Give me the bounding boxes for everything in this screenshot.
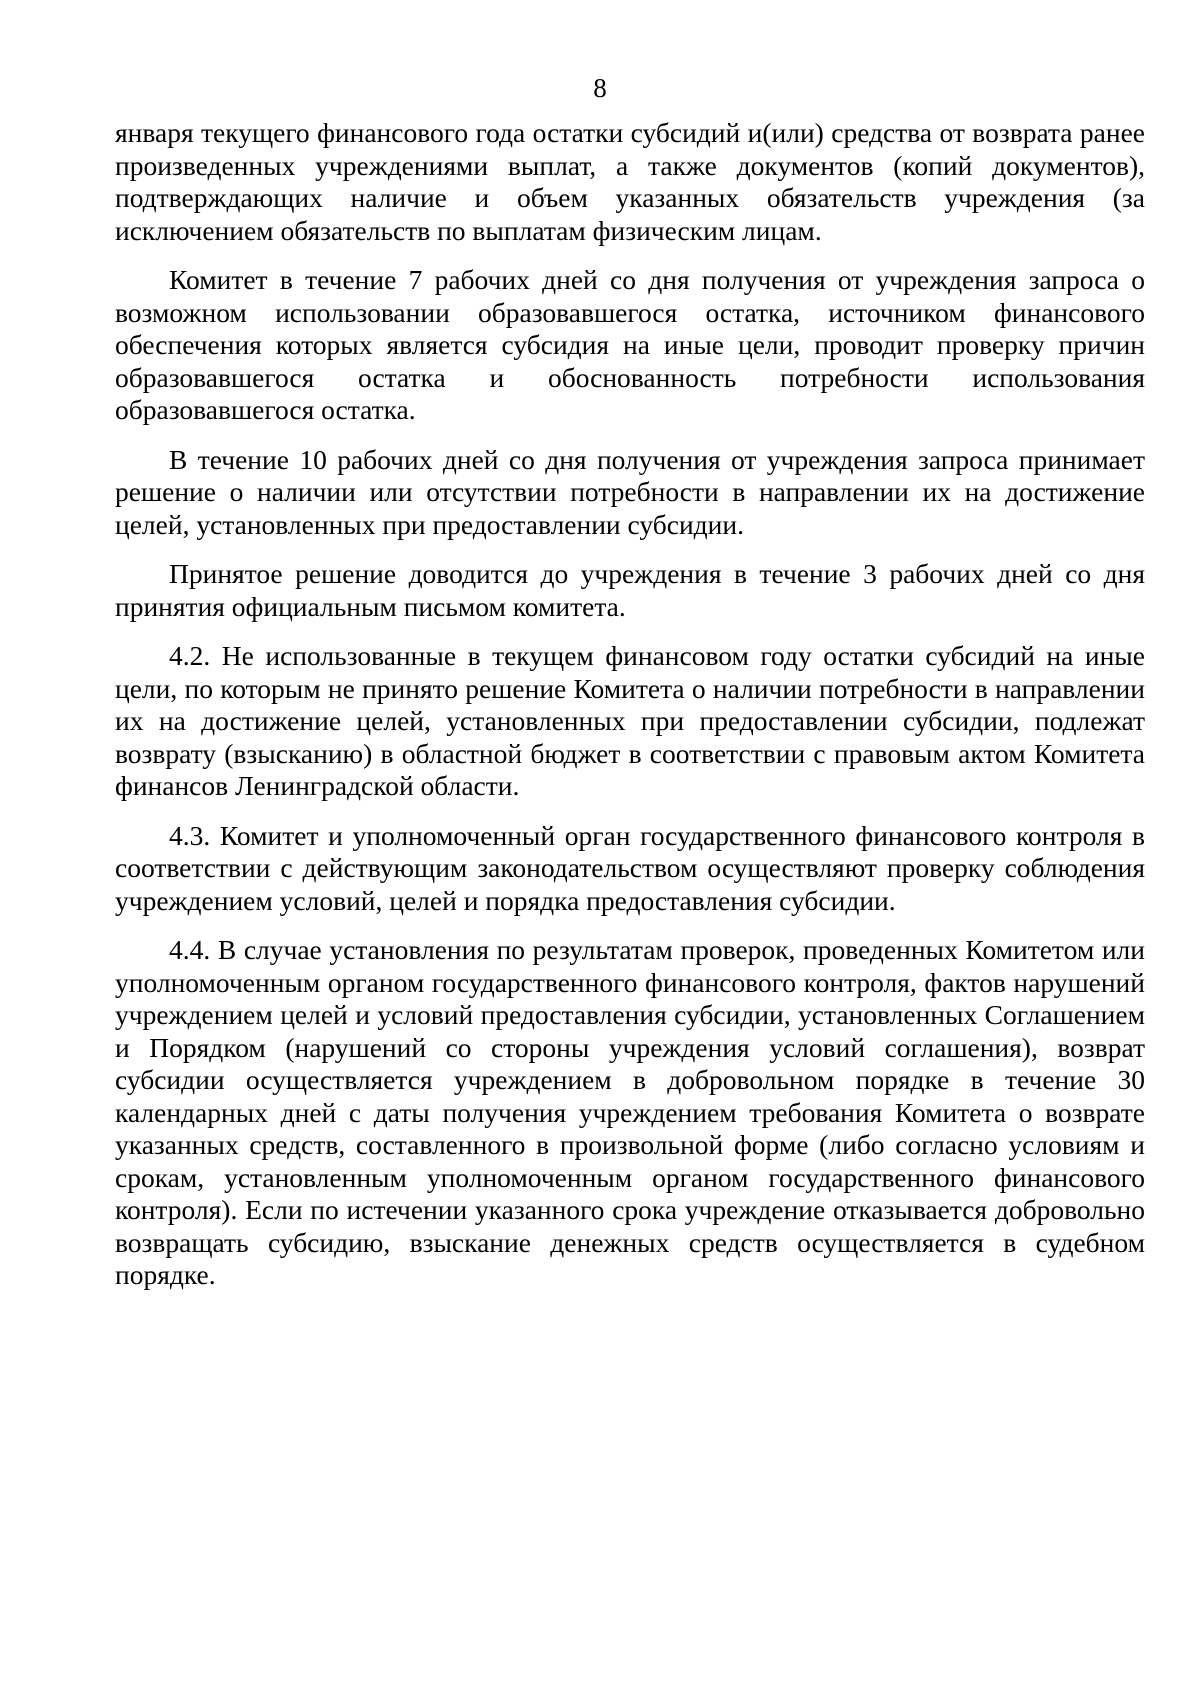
paragraph-section-4-2: 4.2. Не использованные в текущем финансовом году остатки субсидий на иные цели, по которым не принято решение Комитета о наличии потребности в направлении их на достижение целей, установленных при предоставлении субсидии, подлежат возврату (взысканию) в областной бюджет в соответствии с правовым актом Комитета финансов Ленинградской области.: [115, 640, 1145, 801]
paragraph-section-4-3: 4.3. Комитет и уполномоченный орган государственного финансового контроля в соответствии с действующим законодательством осуществляют проверку соблюдения учреждением условий, целей и порядка предоставления субсидии.: [115, 819, 1145, 916]
paragraph-decision-notice: Принятое решение доводится до учреждения в течение 3 рабочих дней со дня принятия официальным письмом комитета.: [115, 558, 1145, 622]
paragraph-decision-timing: В течение 10 рабочих дней со дня получения от учреждения запроса принимает решение о наличии или отсутствии потребности в направлении их на достижение целей, установленных при предоставлении субсидии.: [115, 443, 1145, 540]
page-number: 8: [593, 73, 607, 103]
paragraph-committee-review: Комитет в течение 7 рабочих дней со дня получения от учреждения запроса о возможном использовании образовавшегося остатка, источником финансового обеспечения которых является субсидия на иные цели, проводит проверку причин образовавшегося остатка и обоснованность потребности использования образовавшегося остатка.: [115, 264, 1145, 425]
document-body: [115, 117, 1145, 1309]
paragraph-continuation: января текущего финансового года остатки субсидий и(или) средства от возврата ранее произведенных учреждениями выплат, а также документов (копий документов), подтверждающих наличие и объем указанных обязательств учреждения (за исключением обязательств по выплатам физическим лицам.: [115, 117, 1145, 246]
paragraph-section-4-4: 4.4. В случае установления по результатам проверок, проведенных Комитетом или уполномоченным органом государственного финансового контроля, фактов нарушений учреждением целей и условий предоставления субсидии, установленных Соглашением и Порядком (нарушений со стороны учреждения условий соглашения), возврат субсидии осуществляется учреждением в добровольном порядке в течение 30 календарных дней с даты получения учреждением требования Комитета о возврате указанных средств, составленного в произвольной форме (либо согласно условиям и срокам, установленным уполномоченным органом государственного финансового контроля). Если по истечении указанного срока учреждение отказывается добровольно возвращать субсидию, взыскание денежных средств осуществляется в судебном порядке.: [115, 934, 1145, 1290]
